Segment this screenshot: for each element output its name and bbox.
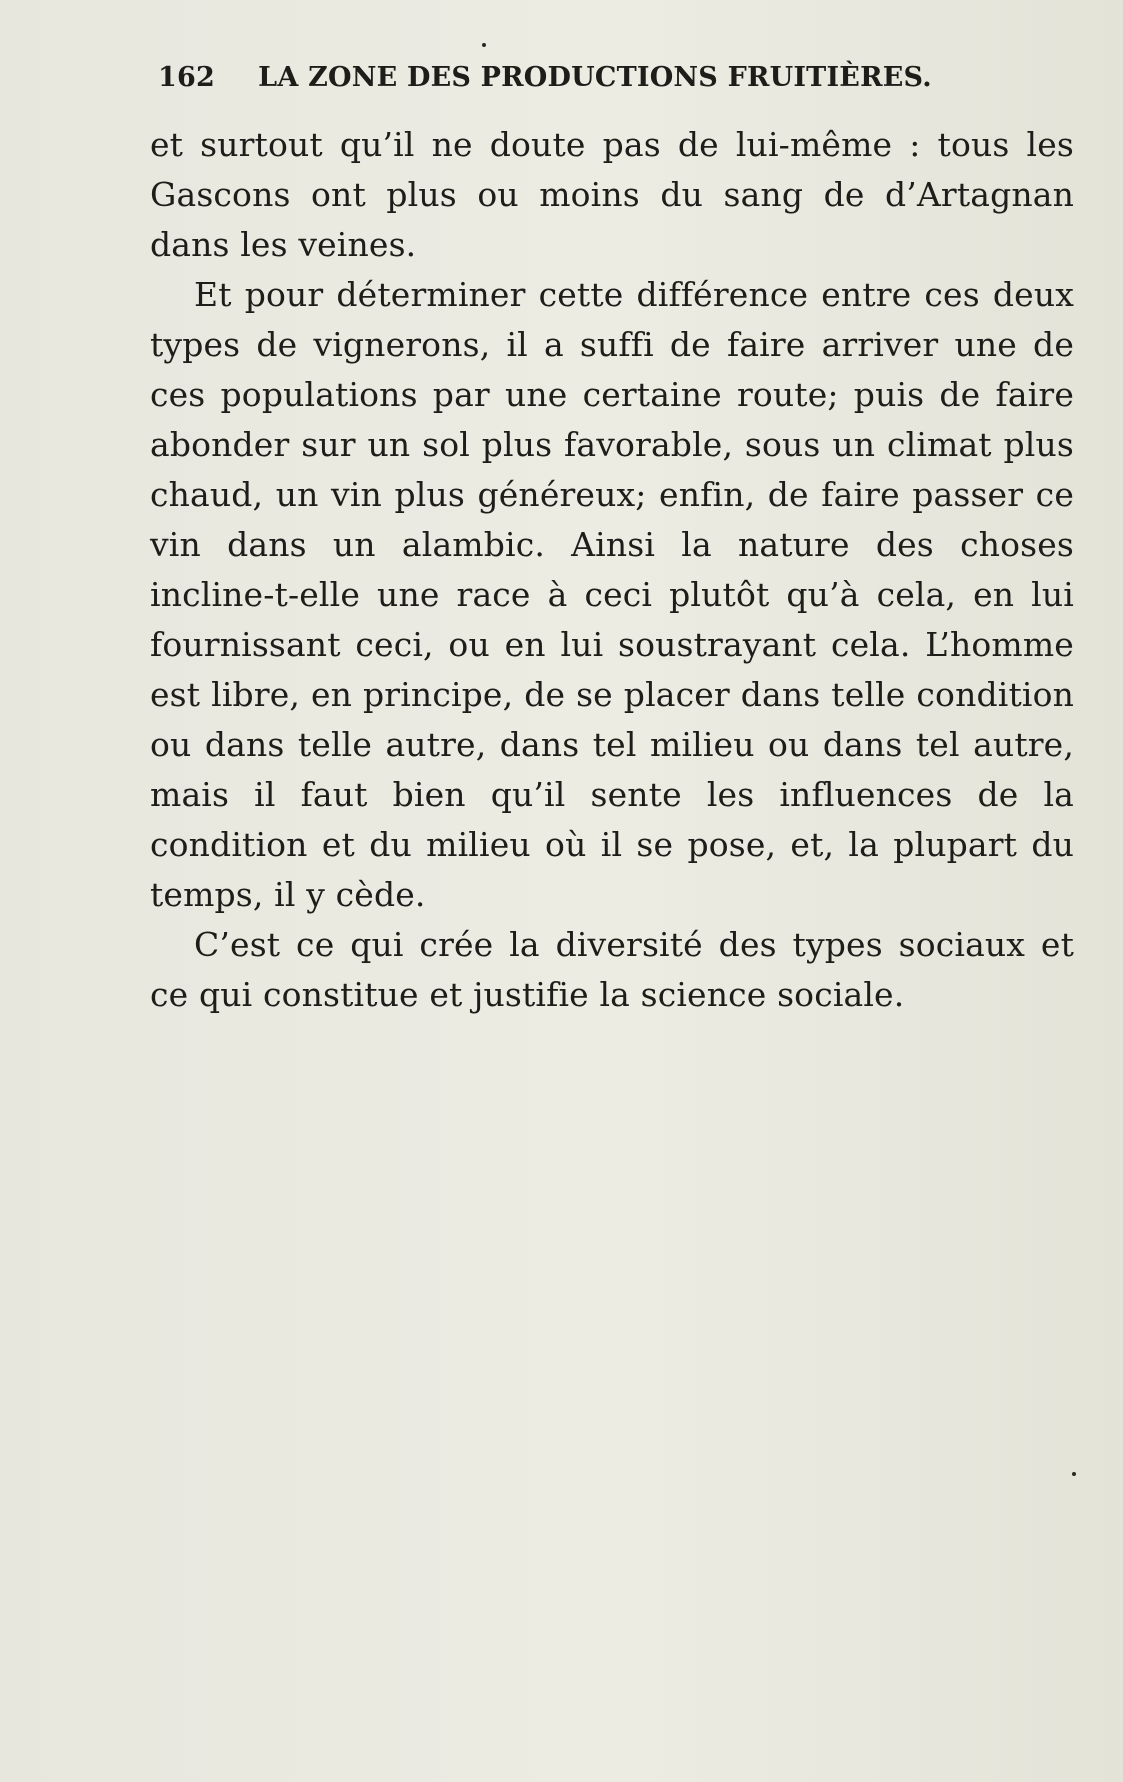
ink-speck <box>1072 1472 1076 1476</box>
running-title: LA ZONE DES PRODUCTIONS FRUITIÈRES. <box>258 62 932 93</box>
paragraph-continuation: et surtout qu’il ne doute pas de lui-même : tous les Gascons ont plus ou moins du sang de d’Artagnan dans les veines. <box>150 125 1074 264</box>
paragraph-social-science: C’est ce qui crée la diversité des types sociaux et ce qui constitue et justifie la science sociale. <box>150 925 1074 1014</box>
page-body <box>150 120 1074 1020</box>
running-header <box>158 58 958 98</box>
paragraph-vinegrowers: Et pour déterminer cette différence entre ces deux types de vignerons, il a suffi de faire arriver une de ces populations par une certaine route; puis de faire abonder sur un sol plus favorable, sous un climat plus chaud, un vin plus généreux; enfin, de faire passer ce vin dans un alambic. Ainsi la nature des choses incline-t-elle une race à ceci plutôt qu’à cela, en lui fournissant ceci, ou en lui soustrayant cela. L’homme est libre, en principe, de se placer dans telle condition ou dans telle autre, dans tel milieu ou dans tel autre, mais il faut bien qu’il sente les influences de la condition et du milieu où il se pose, et, la plupart du temps, il y cède. <box>150 275 1074 914</box>
ink-speck <box>482 43 486 47</box>
page-number: 162 <box>158 62 215 93</box>
